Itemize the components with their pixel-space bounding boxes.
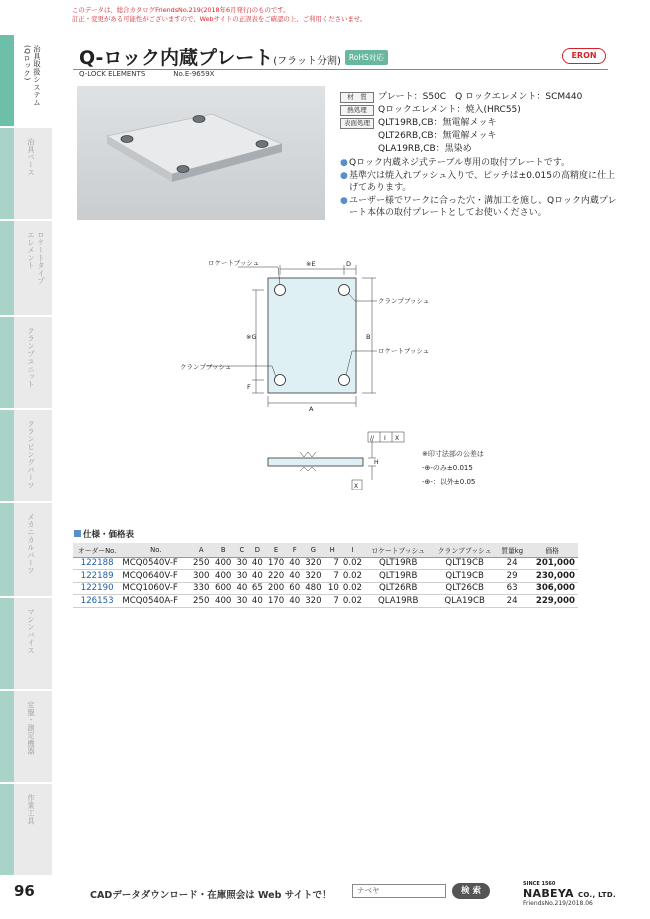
title-sub: (フラット分割) xyxy=(273,56,341,67)
sidebar-item-clamp-unit[interactable] xyxy=(0,317,52,409)
list-item: ● ユーザー様でワークに合った穴・溝加工を施し、Qロック内蔵プレート本体の取付プレートとしてお使いください。 xyxy=(340,195,617,218)
col-h: H xyxy=(324,543,339,557)
table-row: 122190 MCQ1060V-F 330 600 40 65 200 60 480 10 0.02 QLT26RB QLT26CB 63 306,000 xyxy=(73,582,578,595)
spec-value: プレート：S50C Q ロックエレメント：SCM440 xyxy=(378,92,583,102)
spec-surface xyxy=(340,117,620,156)
table-row: 122188 MCQ0540V-F 250 400 30 40 170 40 320 7 0.02 QLT19RB QLT19CB 24 201,000 xyxy=(73,557,578,570)
col-b: B xyxy=(212,543,234,557)
search-button[interactable]: 検 索 xyxy=(452,883,490,899)
sidebar-item-label: クランピングパーツ xyxy=(27,420,36,490)
tolerance-parallel: // xyxy=(370,435,375,442)
spec-block xyxy=(340,91,620,220)
dim-b: B xyxy=(366,333,371,341)
sidebar-item-label: 定盤・測定機器 xyxy=(27,701,36,755)
sidebar-item-sublabel: エレメント xyxy=(27,231,36,270)
col-no: No. xyxy=(121,543,190,557)
sidebar-item-machine-vise[interactable] xyxy=(0,598,52,690)
spec-material xyxy=(340,91,620,104)
spec-key-material: 材 質 xyxy=(340,92,374,103)
bullet-icon: ● xyxy=(340,195,348,206)
col-e: E xyxy=(265,543,287,557)
subtitle xyxy=(79,70,242,78)
table-title: 仕様・価格表 xyxy=(74,528,134,540)
dim-e: ※E xyxy=(306,260,316,268)
sidebar-item-work-tools[interactable] xyxy=(0,784,52,876)
notice xyxy=(72,6,366,24)
spec-value: QLT26RB,CB：無電解メッキ xyxy=(378,131,497,141)
order-no-link[interactable]: 126153 xyxy=(73,595,121,608)
sidebar-item-label: 治具取扱システム xyxy=(33,45,42,107)
title-bar xyxy=(73,42,608,70)
sidebar-item-jig-base[interactable] xyxy=(0,128,52,220)
top-view-drawing xyxy=(180,255,430,415)
label-clamp-bush-right: クランプブッシュ xyxy=(378,297,430,305)
col-mass: 質量kg xyxy=(498,543,526,557)
spec-key-heat: 熱処理 xyxy=(340,105,374,116)
col-price: 価格 xyxy=(526,543,578,557)
side-view-drawing xyxy=(260,430,410,490)
notice-line-1: このデータは、総合カタログFriendsNo.219(2018年6月発行)のものです。 xyxy=(72,6,290,14)
order-no-link[interactable]: 122188 xyxy=(73,557,121,570)
square-icon xyxy=(74,530,81,537)
tolerance-line-1: -⊕-のみ±0.015 xyxy=(422,464,473,472)
eron-logo: ERON xyxy=(562,48,606,64)
col-a: A xyxy=(190,543,212,557)
col-c: C xyxy=(234,543,249,557)
sidebar-item-clamping-parts[interactable] xyxy=(0,410,52,502)
dim-h: H xyxy=(374,459,379,466)
order-no-link[interactable]: 122189 xyxy=(73,570,121,583)
col-locate-bush: ロケートブッシュ xyxy=(365,543,431,557)
tolerance-title: ※印寸法部の公差は xyxy=(422,450,484,458)
dim-g: ※G xyxy=(246,333,257,341)
sidebar-item-surface-plate[interactable] xyxy=(0,691,52,783)
catalog-version: FriendsNo.219/2018.06 xyxy=(523,900,593,907)
spec-heat xyxy=(340,104,620,117)
col-f: F xyxy=(287,543,302,557)
order-no-link[interactable]: 122190 xyxy=(73,582,121,595)
sidebar-item-locate-element[interactable] xyxy=(0,221,52,316)
page-number: 96 xyxy=(14,882,35,900)
spec-value: QLT19RB,CB：無電解メッキ xyxy=(378,118,497,128)
product-photo xyxy=(77,86,325,220)
col-clamp-bush: クランプブッシュ xyxy=(431,543,498,557)
tolerance-value-i: I xyxy=(384,435,386,442)
nabeya-logo xyxy=(523,881,616,907)
list-item: ● Qロック内蔵ネジ式テーブル専用の取付プレートです。 xyxy=(340,158,571,168)
title-text: Q-ロック内蔵プレート xyxy=(79,47,274,69)
spec-price-table xyxy=(73,543,578,608)
company-name: NABEYA CO., LTD. xyxy=(523,887,616,900)
rohs-badge: RoHS対応 xyxy=(345,50,388,65)
datum-x: X xyxy=(354,483,359,490)
sidebar-item-mechanical-parts[interactable] xyxy=(0,503,52,597)
position-symbol-icon: -⊕- xyxy=(422,478,433,486)
tolerance-note xyxy=(422,447,484,489)
table-header-row xyxy=(73,543,578,557)
list-item: ● 基準穴は焼入れブッシュ入りで、ピッチは±0.015の高精度に仕上げてあります。 xyxy=(340,170,615,193)
label-locate-bush-top: ロケートブッシュ xyxy=(208,259,260,267)
sidebar-item-label: 治具ベース xyxy=(27,138,36,177)
sidebar-item-label: ロケートタイプ xyxy=(37,231,46,285)
cad-download-text: CADデータダウンロード・在庫照会は Web サイトで！ xyxy=(90,890,332,901)
page-title xyxy=(79,43,388,70)
sidebar-item-label: メカニカルパーツ xyxy=(27,513,36,575)
sidebar-item-label: マシンバイス xyxy=(27,608,36,655)
spec-value: QLA19RB,CB：黒染め xyxy=(378,144,472,154)
sidebar-item-label: 作業工具 xyxy=(27,794,36,825)
col-i: I xyxy=(340,543,365,557)
subtitle-en: Q-LOCK ELEMENTS xyxy=(79,70,146,78)
label-clamp-bush-left: クランプブッシュ xyxy=(180,363,232,371)
table-row: 126153 MCQ0540A-F 250 400 30 40 170 40 320 7 0.02 QLA19RB QLA19CB 24 229,000 xyxy=(73,595,578,608)
bullet-icon: ● xyxy=(340,158,348,168)
sidebar-item-qlock[interactable] xyxy=(0,35,52,127)
col-d: D xyxy=(250,543,265,557)
dim-a: A xyxy=(309,405,314,413)
feature-list xyxy=(340,157,620,220)
position-symbol-icon: -⊕- xyxy=(422,464,433,472)
sidebar-item-label: クランプユニット xyxy=(27,327,36,389)
table-row: 122189 MCQ0640V-F 300 400 30 40 220 40 320 7 0.02 QLT19RB QLT19CB 29 230,000 xyxy=(73,570,578,583)
label-locate-bush-right: ロケートブッシュ xyxy=(378,347,430,355)
catalog-number: No.E-9659X xyxy=(173,70,215,78)
tolerance-line-2: -⊕-：以外±0.05 xyxy=(422,478,476,486)
notice-line-2: 訂正・変更がある可能性がございますので、Webサイトの正誤表をご確認の上、ご利用くださいませ。 xyxy=(72,15,367,23)
spec-key-surface: 表面処理 xyxy=(340,118,374,129)
dim-d: D xyxy=(346,260,352,268)
tolerance-datum-ref: X xyxy=(395,435,400,442)
search-input[interactable]: ナベヤ xyxy=(352,884,446,898)
col-order-no: オーダーNo. xyxy=(73,543,121,557)
col-g: G xyxy=(302,543,324,557)
spec-value: Qロックエレメント：焼入(HRC55) xyxy=(378,105,521,115)
sidebar-item-sublabel: (Qロック) xyxy=(23,45,32,81)
dim-f: F xyxy=(247,383,251,391)
plate-illustration xyxy=(77,86,325,220)
since-text: SINCE 1560 xyxy=(523,881,556,887)
bullet-icon: ● xyxy=(340,170,348,181)
